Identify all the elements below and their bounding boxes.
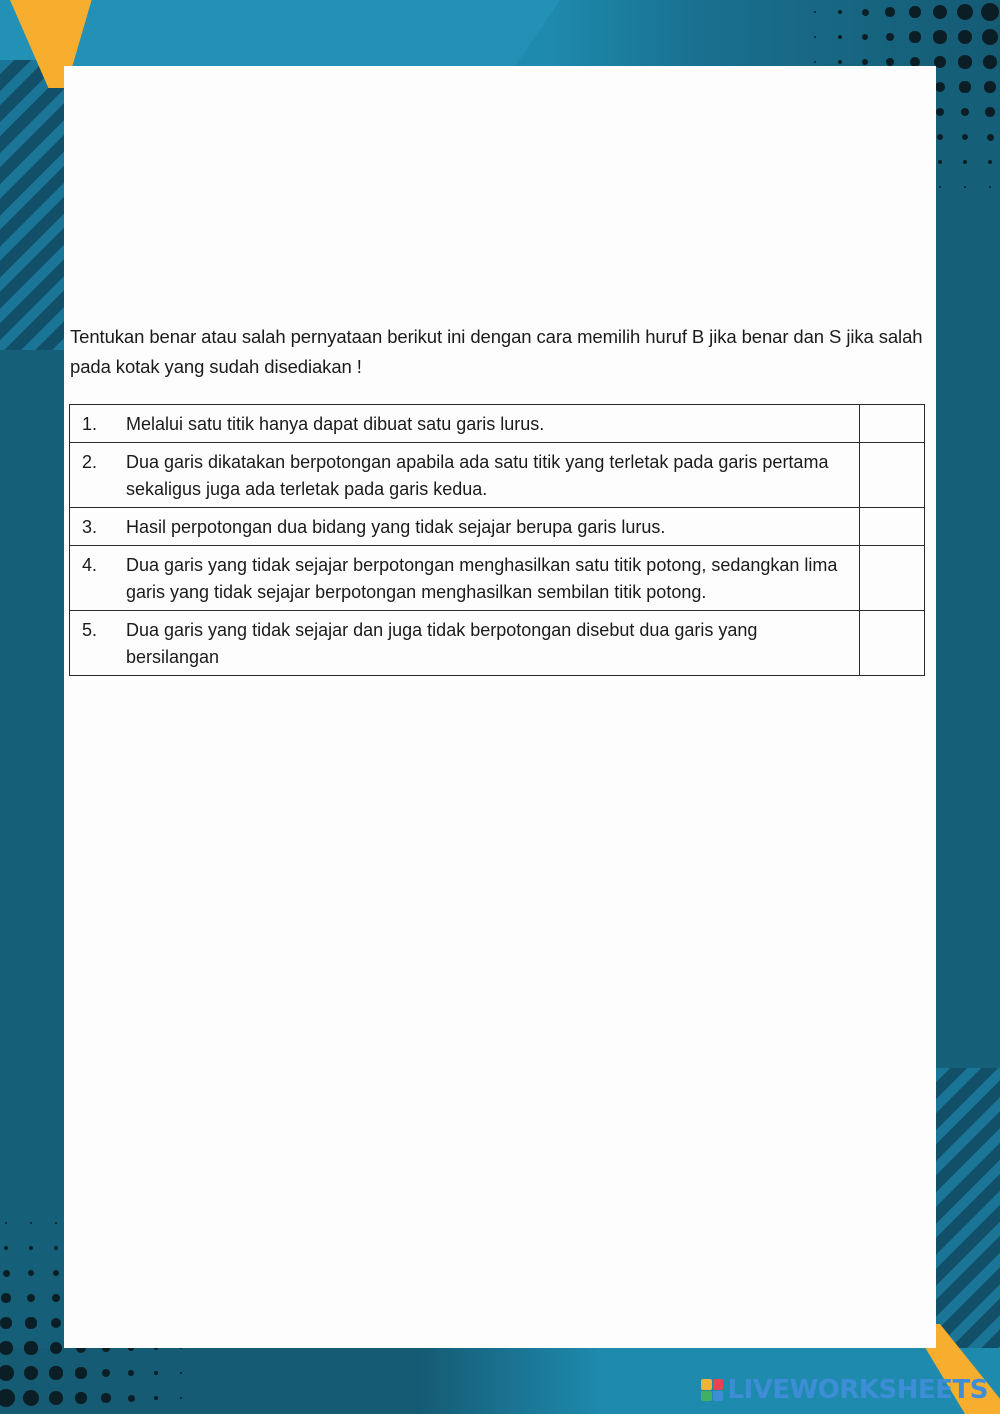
decorative-dot — [988, 160, 993, 165]
worksheet-content — [68, 322, 928, 676]
decorative-dot — [961, 108, 970, 117]
decorative-dot — [938, 160, 942, 164]
statements-table — [69, 404, 925, 676]
decorative-dot — [52, 1294, 60, 1302]
decorative-dot — [957, 4, 973, 20]
decorative-dot — [50, 1342, 62, 1354]
worksheet-paper — [64, 66, 936, 1348]
answer-box[interactable] — [860, 508, 925, 546]
decorative-dot — [909, 31, 920, 42]
decorative-dot — [885, 7, 894, 16]
statement-number: 5. — [82, 620, 98, 640]
decorative-dot — [128, 1395, 135, 1402]
statement-row — [70, 405, 925, 443]
decorative-dot — [958, 55, 971, 68]
statement-text: Hasil perpotongan dua bidang yang tidak sejajar berupa garis lurus. — [126, 517, 666, 537]
right-stripes-decoration — [936, 1068, 1000, 1348]
brand-name: LIVEWORKSHEETS — [727, 1375, 988, 1405]
decorative-dot — [862, 9, 869, 16]
statement-text: Dua garis yang tidak sejajar berpotongan menghasilkan satu titik potong, sedangkan lima garis yang tidak sejajar berpotongan menghasilkan sembilan titik potong. — [126, 555, 838, 602]
answer-box[interactable] — [860, 611, 925, 676]
statement-cell — [70, 443, 860, 508]
decorative-dot — [51, 1318, 61, 1328]
liveworksheets-logo-icon — [701, 1379, 723, 1401]
decorative-dot — [936, 108, 944, 116]
decorative-dot — [939, 186, 941, 188]
decorative-dot — [814, 61, 816, 63]
statement-cell — [70, 546, 860, 611]
answer-box[interactable] — [860, 405, 925, 443]
statement-cell — [70, 405, 860, 443]
statement-text: Dua garis yang tidak sejajar dan juga tidak berpotongan disebut dua garis yang bersilangan — [126, 620, 758, 667]
decorative-dot — [0, 1341, 13, 1355]
answer-box[interactable] — [860, 443, 925, 508]
decorative-dot — [4, 1246, 9, 1251]
decorative-dot — [28, 1270, 35, 1277]
decorative-dot — [981, 3, 999, 21]
decorative-dot — [982, 29, 998, 45]
liveworksheets-brand[interactable] — [701, 1374, 988, 1406]
decorative-dot — [25, 1317, 36, 1328]
decorative-dot — [0, 1365, 14, 1381]
decorative-dot — [1, 1293, 10, 1302]
decorative-dot — [29, 1246, 34, 1251]
statement-number: 4. — [82, 555, 98, 575]
decorative-dot — [987, 134, 994, 141]
decorative-dot — [962, 134, 969, 141]
statement-number: 3. — [82, 517, 98, 537]
decorative-dot — [23, 1390, 39, 1406]
left-stripes-decoration — [0, 60, 64, 350]
statement-row — [70, 508, 925, 546]
decorative-dot — [989, 186, 992, 189]
statement-row — [70, 443, 925, 508]
decorative-dot — [30, 1222, 32, 1224]
decorative-dot — [75, 1392, 86, 1403]
decorative-dot — [101, 1393, 110, 1402]
decorative-dot — [985, 107, 994, 116]
decorative-dot — [933, 30, 946, 43]
decorative-dot — [55, 1222, 57, 1224]
decorative-dot — [5, 1222, 8, 1225]
decorative-dot — [959, 81, 970, 92]
statement-text: Dua garis dikatakan berpotongan apabila ada satu titik yang terletak pada garis pertama sekaligus juga ada terletak pada garis kedua. — [126, 452, 829, 499]
decorative-dot — [983, 55, 997, 69]
decorative-dot — [984, 81, 995, 92]
statement-number: 1. — [82, 414, 98, 434]
decorative-dot — [53, 1270, 59, 1276]
instruction-text: Tentukan benar atau salah pernyataan berikut ini dengan cara memilih huruf B jika benar dan S jika salah pada kotak yang sudah disediakan ! — [70, 326, 923, 377]
statement-text: Melalui satu titik hanya dapat dibuat satu garis lurus. — [126, 414, 545, 434]
statement-cell — [70, 508, 860, 546]
decorative-dot — [886, 58, 894, 66]
decorative-dot — [75, 1367, 86, 1378]
decorative-dot — [54, 1246, 58, 1250]
decorative-dot — [935, 82, 945, 92]
statement-cell — [70, 611, 860, 676]
decorative-dot — [0, 1317, 11, 1328]
decorative-dot — [3, 1270, 10, 1277]
decorative-dot — [909, 6, 920, 17]
answer-box[interactable] — [860, 546, 925, 611]
statement-number: 2. — [82, 452, 98, 472]
decorative-dot — [933, 5, 947, 19]
decorative-dot — [49, 1391, 63, 1405]
decorative-dot — [937, 134, 943, 140]
decorative-dot — [964, 186, 966, 188]
decorative-dot — [963, 160, 968, 165]
decorative-dot — [49, 1366, 62, 1379]
statement-row — [70, 611, 925, 676]
statement-row — [70, 546, 925, 611]
decorative-dot — [24, 1341, 37, 1354]
decorative-dot — [838, 60, 842, 64]
decorative-dot — [27, 1294, 36, 1303]
